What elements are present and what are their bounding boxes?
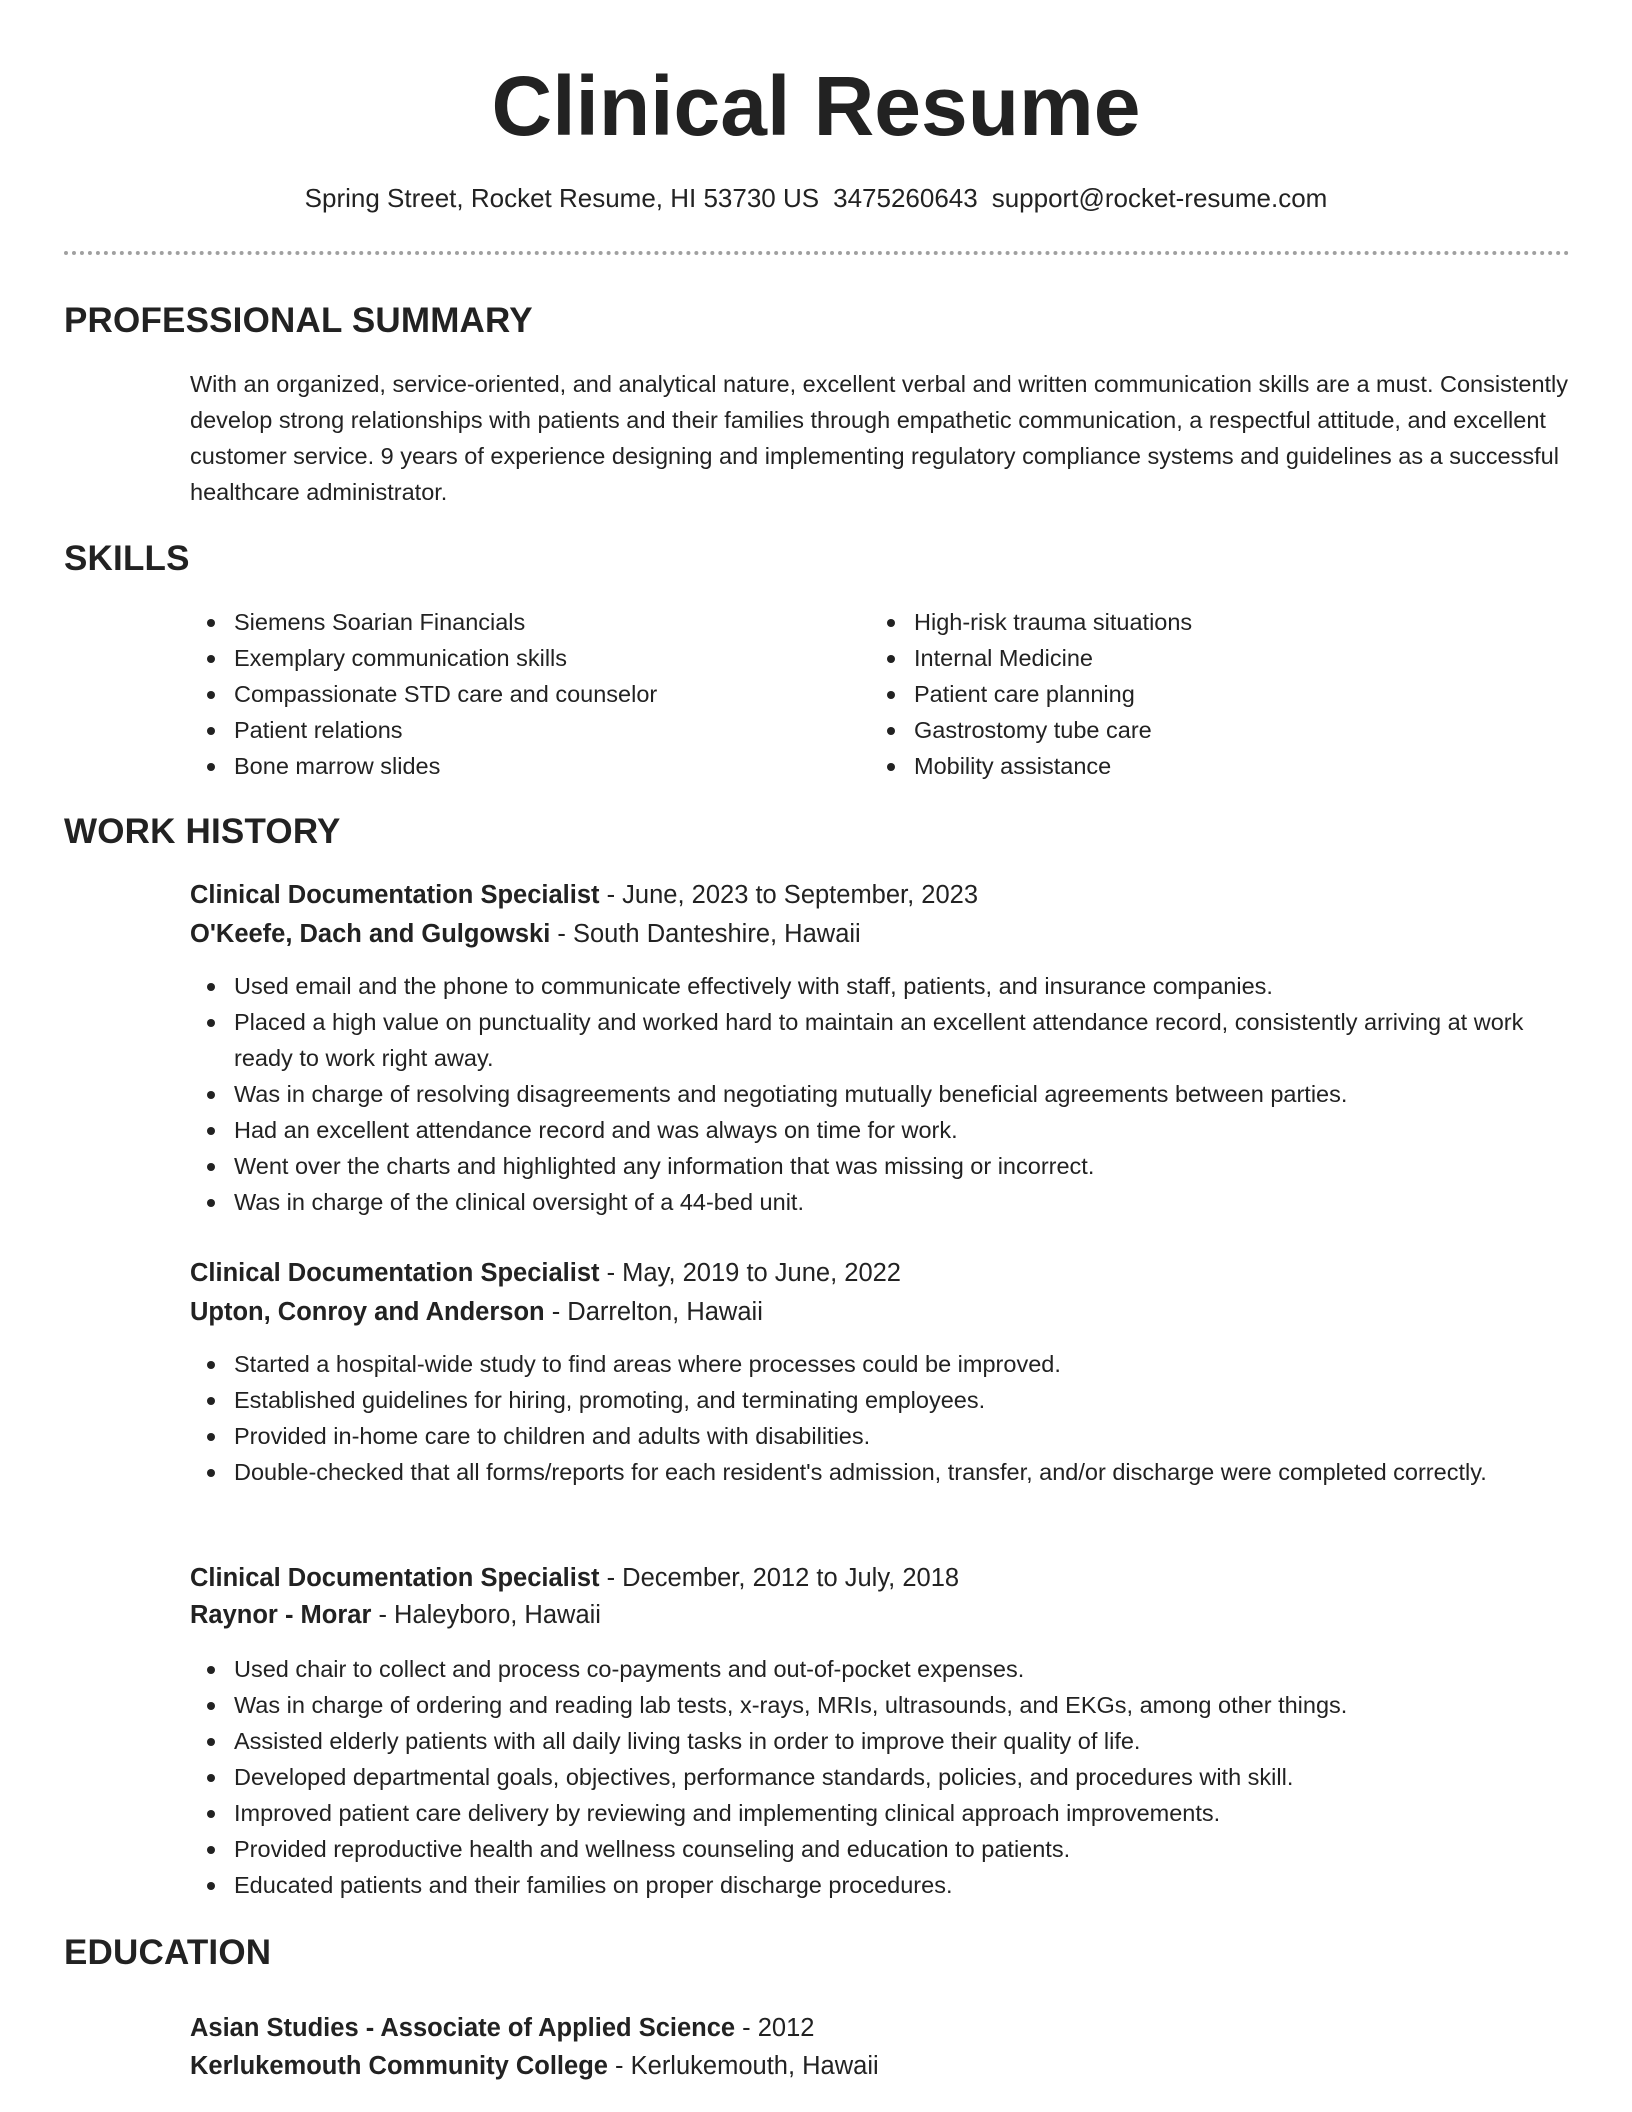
- job-title: Clinical Documentation Specialist: [190, 1564, 600, 1592]
- job-location: - Darrelton, Hawaii: [544, 1298, 763, 1326]
- job-duties: [190, 1346, 1580, 1490]
- job-duty: Developed departmental goals, objectives, performance standards, policies, and procedures with skill.: [190, 1759, 1580, 1795]
- skill-item: Mobility assistance: [870, 748, 1530, 784]
- job-duty: Improved patient care delivery by reviewing and implementing clinical approach improvements.: [190, 1795, 1580, 1831]
- skills-list-right: [870, 604, 1530, 784]
- job-location: - South Danteshire, Hawaii: [550, 920, 861, 948]
- work-history-heading: WORK HISTORY: [64, 812, 341, 851]
- job-entry: [190, 1255, 1580, 1490]
- summary-heading: PROFESSIONAL SUMMARY: [64, 301, 533, 340]
- job-duty: Had an excellent attendance record and was always on time for work.: [190, 1112, 1580, 1148]
- job-duty: Placed a high value on punctuality and worked hard to maintain an excellent attendance record, consistently arriving at work ready to work right away.: [190, 1004, 1580, 1076]
- job-entry: [190, 877, 1580, 1220]
- job-duty: Went over the charts and highlighted any information that was missing or incorrect.: [190, 1148, 1580, 1184]
- skill-item: Gastrostomy tube care: [870, 712, 1530, 748]
- skill-item: High-risk trauma situations: [870, 604, 1530, 640]
- education-year: - 2012: [735, 2014, 815, 2042]
- job-duty: Provided reproductive health and wellness counseling and education to patients.: [190, 1831, 1580, 1867]
- skills-list-left: [190, 604, 850, 784]
- education-degree: Asian Studies - Associate of Applied Science: [190, 2014, 736, 2042]
- job-duty: Started a hospital-wide study to find areas where processes could be improved.: [190, 1346, 1580, 1382]
- job-dates: - May, 2019 to June, 2022: [599, 1259, 901, 1287]
- job-title: Clinical Documentation Specialist: [190, 881, 600, 909]
- contact-email: support@rocket-resume.com: [991, 183, 1328, 213]
- skill-item: Patient relations: [190, 712, 850, 748]
- education-heading: EDUCATION: [64, 1933, 272, 1972]
- contact-address: Spring Street, Rocket Resume, HI 53730 US: [304, 183, 820, 213]
- job-duty: Established guidelines for hiring, promoting, and terminating employees.: [190, 1382, 1580, 1418]
- contact-phone: 3475260643: [833, 183, 978, 213]
- job-dates: - June, 2023 to September, 2023: [599, 881, 979, 909]
- resume-name: Clinical Resume: [491, 59, 1141, 153]
- job-duty: Was in charge of resolving disagreements and negotiating mutually beneficial agreements between parties.: [190, 1076, 1580, 1112]
- job-duty: Was in charge of the clinical oversight of a 44-bed unit.: [190, 1184, 1580, 1220]
- job-duty: Double-checked that all forms/reports for each resident's admission, transfer, and/or discharge were completed correctly.: [190, 1454, 1580, 1490]
- skill-item: Bone marrow slides: [190, 748, 850, 784]
- skills-heading: SKILLS: [64, 539, 190, 578]
- header-divider: [64, 251, 1570, 255]
- job-duty: Provided in-home care to children and adults with disabilities.: [190, 1418, 1580, 1454]
- skill-item: Siemens Soarian Financials: [190, 604, 850, 640]
- job-duty: Was in charge of ordering and reading lab tests, x-rays, MRIs, ultrasounds, and EKGs, among other things.: [190, 1687, 1580, 1723]
- contact-info: [0, 182, 1632, 214]
- job-entry: [190, 1560, 1580, 1903]
- job-dates: - December, 2012 to July, 2018: [599, 1564, 960, 1592]
- skill-item: Exemplary communication skills: [190, 640, 850, 676]
- education-entry: [190, 2010, 1580, 2084]
- summary-text: With an organized, service-oriented, and analytical nature, excellent verbal and written communication skills are a must. Consistently develop strong relationships with patients and their families through empathetic communication, a respectful attitude, and excellent customer service. 9 years of experience designing and implementing regulatory compliance systems and guidelines as a successful healthcare administrator.: [190, 371, 1569, 505]
- education-school: Kerlukemouth Community College: [190, 2052, 608, 2080]
- education-location: - Kerlukemouth, Hawaii: [607, 2052, 879, 2080]
- job-duty: Assisted elderly patients with all daily living tasks in order to improve their quality of life.: [190, 1723, 1580, 1759]
- job-duties: [190, 1651, 1580, 1903]
- job-duty: Used chair to collect and process co-payments and out-of-pocket expenses.: [190, 1651, 1580, 1687]
- job-duty: Used email and the phone to communicate effectively with staff, patients, and insurance companies.: [190, 968, 1580, 1004]
- job-title: Clinical Documentation Specialist: [190, 1259, 600, 1287]
- skill-item: Internal Medicine: [870, 640, 1530, 676]
- job-employer: Raynor - Morar: [190, 1601, 372, 1629]
- job-employer: O'Keefe, Dach and Gulgowski: [190, 920, 551, 948]
- skill-item: Compassionate STD care and counselor: [190, 676, 850, 712]
- skill-item: Patient care planning: [870, 676, 1530, 712]
- job-location: - Haleyboro, Hawaii: [371, 1601, 601, 1629]
- job-employer: Upton, Conroy and Anderson: [190, 1298, 545, 1326]
- job-duty: Educated patients and their families on proper discharge procedures.: [190, 1867, 1580, 1903]
- job-duties: [190, 968, 1580, 1220]
